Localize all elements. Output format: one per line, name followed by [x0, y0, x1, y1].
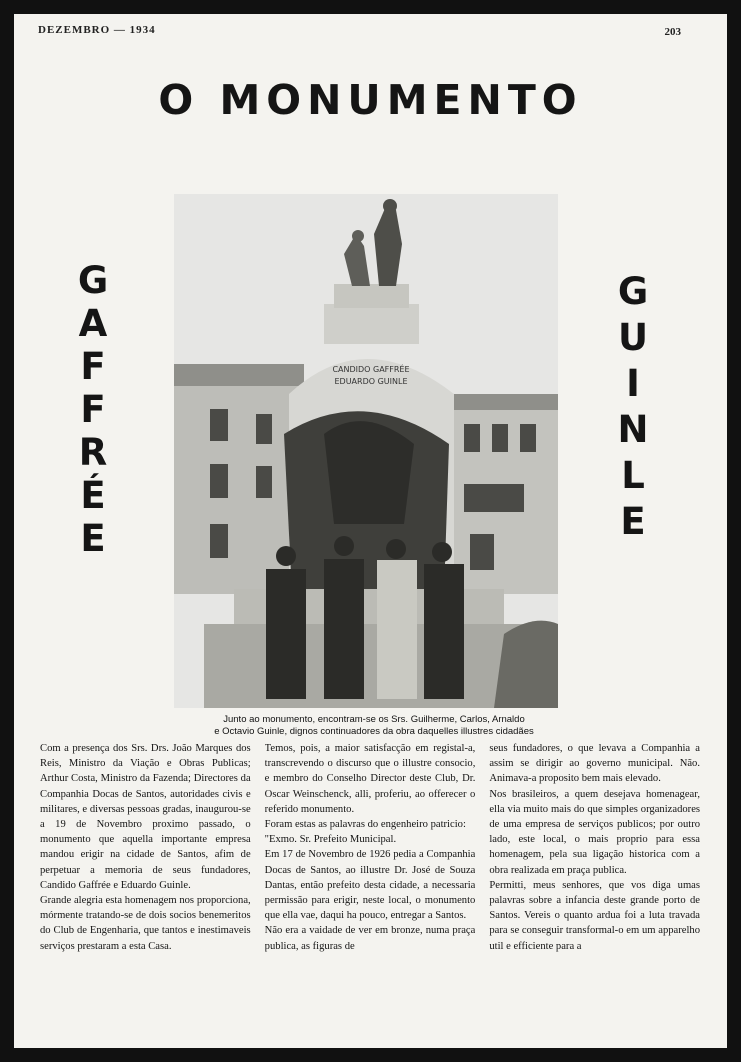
letter: L [621, 454, 645, 497]
column-1: Com a presença dos Srs. Drs. João Marques dos Reis, Ministro da Viação e Obras Publicas; Arthur Costa, Ministro da Fazenda; Directores da Companhia Docas de Santos, autoridades civis e militares, e diversas pessoas gradas, inaugurou-se a 19 de Novembro proximo passado, o monumento que aquella importante empresa mandou erigir na cidade de Santos, afim de perpetuar a memoria de seus fundadores, Candido Gaffrée e Eduardo Guinle. Grande alegria esta homenagem nos proporciona, mórmente tratando-se de dois socios benemeritos do Club de Engenharia, que tantos e inestimaveis serviços prestaram a esta Casa. [40, 743, 251, 952]
letter: E [80, 517, 106, 560]
monument-photo-drawing [174, 194, 558, 708]
page-title: O MONUMENTO [158, 76, 583, 124]
letter: I [626, 362, 640, 405]
caption-line-1: Junto ao monumento, encontram-se os Srs. Guilherme, Carlos, Arnaldo [223, 714, 525, 725]
letter: F [80, 388, 106, 431]
running-head: DEZEMBRO — 1934 [38, 24, 156, 36]
letter: N [617, 408, 649, 451]
page-number: 203 [664, 26, 681, 38]
document-page [14, 14, 727, 1048]
article-body [40, 741, 700, 1041]
letter: E [620, 500, 646, 543]
vertical-name-guinle [614, 269, 652, 545]
inscription-line-2: EDUARDO GUINLE [334, 377, 408, 386]
letter: U [617, 316, 649, 359]
letter: A [78, 302, 108, 345]
letter: F [80, 345, 106, 388]
column-3: seus fundadores, o que levava a Companhia a assim se dirigir ao governo municipal. Não. Animava-a proposito bem mais elevado. Nos brasileiros, a quem desejava homenagear, ella via muito mais do que simples organizadores de uma empresa de serviços publicos; por outro lado, este local, o mais proprio para essa homenagem, pela sua ligação historica com a obra realizada em praça publica. Permitti, meus senhores, que vos diga umas palavras sobre a infancia deste grande porto de Santos. Vereis o quanto ardua foi a luta travada para se conseguir transformal-o em um apparelho util e efficiente para a [489, 743, 701, 952]
vertical-name-gaffree [74, 259, 112, 560]
photo-caption [114, 714, 634, 738]
letter: R [78, 431, 108, 474]
monument-photo [174, 194, 558, 708]
letter: G [617, 270, 649, 313]
letter: É [80, 474, 106, 517]
caption-line-2: e Octavio Guinle, dignos continuadores da obra daquelles illustres cidadães [214, 726, 534, 737]
letter: G [77, 259, 109, 302]
column-2: Temos, pois, a maior satisfacção em registal-a, transcrevendo o discurso que o illustre consocio, e membro do Conselho Director deste Club, Dr. Oscar Weinschenck, alli, proferiu, ao offerecer o referido monumento. Foram estas as palavras do engenheiro patricio: "Exmo. Sr. Prefeito Municipal. Em 17 de Novembro de 1926 pedia a Companhia Docas de Santos, ao illustre Dr. José de Souza Dantas, então prefeito desta cidade, a necessaria permissão para erigir, neste local, o monumento que ella vae, daqui ha pouco, entregar a Santos. Não era a vaidade de ver em bronze, numa praça publica, as figuras de [264, 743, 476, 952]
inscription-line-1: CANDIDO GAFFRÉE [332, 365, 410, 374]
